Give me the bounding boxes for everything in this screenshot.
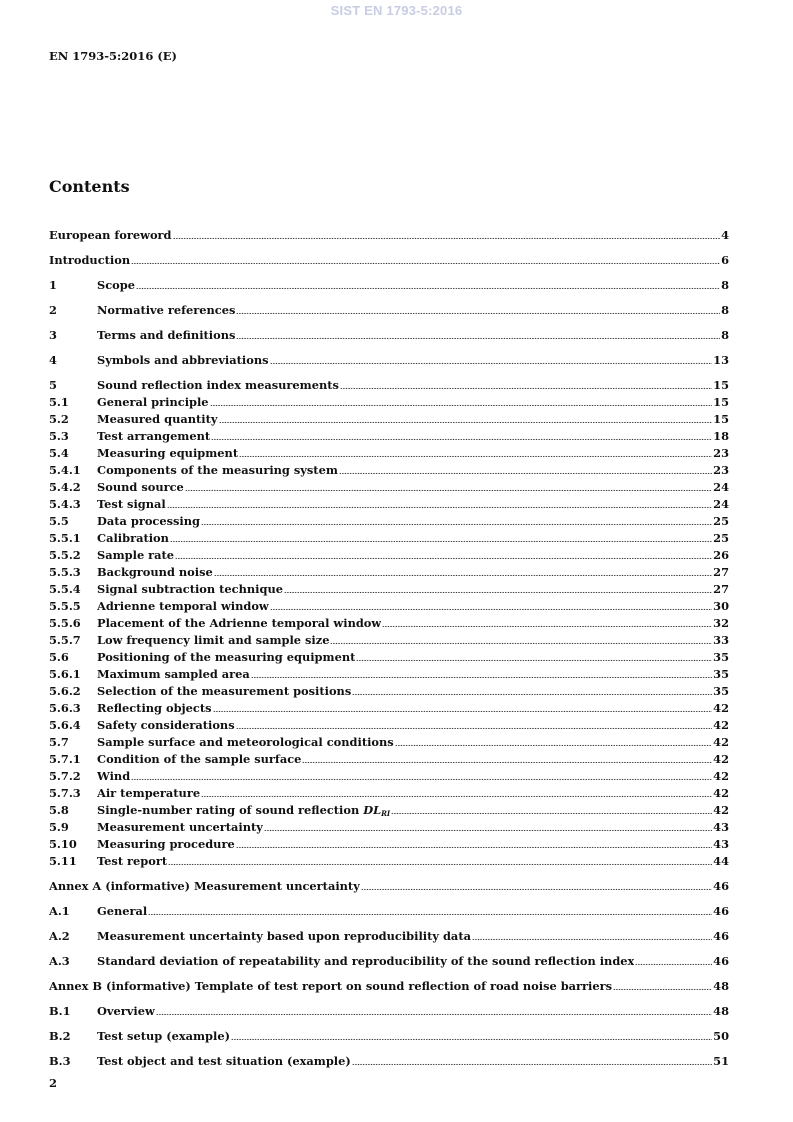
toc-entry[interactable] <box>49 428 729 444</box>
toc-dot-leader <box>211 430 712 440</box>
toc-entry-title: Measurement uncertainty <box>97 820 263 834</box>
toc-entry-page: 46 <box>713 904 729 918</box>
toc-entry-title: Condition of the sample surface <box>97 752 302 766</box>
toc-entry-title: Maximum sampled area <box>97 667 250 681</box>
toc-entry-title: General <box>97 904 148 918</box>
toc-entry[interactable] <box>49 1028 729 1044</box>
toc-entry-number: 5.5.6 <box>49 616 81 630</box>
toc-entry-title: Scope <box>97 278 135 292</box>
toc-dot-leader <box>136 279 720 289</box>
toc-entry[interactable] <box>49 394 729 410</box>
toc-entry-page: 42 <box>713 786 729 800</box>
toc-dot-leader <box>239 447 712 457</box>
toc-entry-page: 25 <box>713 531 729 545</box>
toc-entry-page: 43 <box>713 837 729 851</box>
toc-entry-number: 5.4.3 <box>49 497 81 511</box>
toc-dot-leader <box>173 229 721 239</box>
toc-dot-leader <box>185 481 712 491</box>
toc-entry-title: Background noise <box>97 565 213 579</box>
toc-entry-number: 5.5.3 <box>49 565 81 579</box>
toc-entry-page: 42 <box>713 718 729 732</box>
toc-entry-page: 24 <box>713 497 729 511</box>
toc-dot-leader <box>361 880 712 890</box>
toc-entry-page: 44 <box>713 854 729 868</box>
toc-entry-number: 5.6.3 <box>49 701 81 715</box>
toc-entry[interactable] <box>49 277 729 293</box>
toc-dot-leader <box>131 770 712 780</box>
toc-entry-number: 5.2 <box>49 412 69 426</box>
toc-entry-page: 48 <box>713 1004 729 1018</box>
toc-dot-leader <box>213 702 713 712</box>
toc-entry[interactable] <box>49 819 729 835</box>
toc-entry-title: Symbols and abbreviations <box>97 353 269 367</box>
toc-entry-page: 50 <box>713 1029 729 1043</box>
toc-entry-page: 32 <box>713 616 729 630</box>
toc-entry-number: 5.5.2 <box>49 548 81 562</box>
toc-entry[interactable] <box>49 751 729 767</box>
toc-entry[interactable] <box>49 564 729 580</box>
toc-entry-title: Standard deviation of repeatability and reproducibility of the sound reflection index <box>97 954 635 968</box>
toc-entry-title: Test setup (example) <box>97 1029 230 1043</box>
toc-entry[interactable] <box>49 878 729 894</box>
toc-dot-leader <box>264 821 712 831</box>
toc-entry[interactable] <box>49 547 729 563</box>
toc-entry-title: Low frequency limit and sample size <box>97 633 330 647</box>
toc-dot-leader <box>236 304 720 314</box>
toc-dot-leader <box>352 685 712 695</box>
toc-entry-number: 5.11 <box>49 854 77 868</box>
toc-dot-leader <box>210 396 713 406</box>
toc-entry-number: 5.6.1 <box>49 667 81 681</box>
toc-entry[interactable] <box>49 462 729 478</box>
toc-entry[interactable] <box>49 352 729 368</box>
toc-entry-number: 5.6.4 <box>49 718 81 732</box>
toc-entry-title: Sample rate <box>97 548 175 562</box>
toc-entry-title: Sound source <box>97 480 184 494</box>
toc-entry-number: 5.4.1 <box>49 463 81 477</box>
toc-dot-leader <box>201 515 712 525</box>
toc-entry-number: 2 <box>49 303 57 317</box>
toc-entry-number: 5.5 <box>49 514 69 528</box>
toc-entry[interactable] <box>49 649 729 665</box>
toc-dot-leader <box>284 583 712 593</box>
toc-entry-page: 42 <box>713 735 729 749</box>
toc-entry-number: A.1 <box>49 904 70 918</box>
toc-entry-page: 43 <box>713 820 729 834</box>
document-id: EN 1793-5:2016 (E) <box>49 49 177 63</box>
toc-dot-leader <box>339 464 712 474</box>
toc-entry-title: Test report <box>97 854 168 868</box>
toc-entry-page: 15 <box>713 378 729 392</box>
toc-entry-page: 6 <box>721 253 729 267</box>
toc-entry-page: 35 <box>713 650 729 664</box>
toc-entry-title: Measuring procedure <box>97 837 235 851</box>
toc-entry-title: Sound reflection index measurements <box>97 378 339 392</box>
toc-entry-number: 5.10 <box>49 837 77 851</box>
toc-dot-leader <box>236 329 720 339</box>
toc-entry-number: 5.5.5 <box>49 599 81 613</box>
toc-entry-number: B.3 <box>49 1054 71 1068</box>
toc-entry[interactable] <box>49 978 729 994</box>
toc-entry-number: 5.8 <box>49 803 69 817</box>
toc-entry[interactable] <box>49 496 729 512</box>
toc-entry-title: Terms and definitions <box>97 328 236 342</box>
toc-dot-leader <box>635 955 712 965</box>
toc-entry-title: General principle <box>97 395 209 409</box>
toc-dot-leader <box>472 930 712 940</box>
toc-entry-title: Safety considerations <box>97 718 235 732</box>
toc-entry-title: Placement of the Adrienne temporal window <box>97 616 382 630</box>
toc-entry-number: 5.5.4 <box>49 582 81 596</box>
toc-entry-number: B.2 <box>49 1029 71 1043</box>
toc-entry-page: 27 <box>713 582 729 596</box>
toc-entry[interactable] <box>49 953 729 969</box>
toc-entry[interactable] <box>49 615 729 631</box>
toc-entry[interactable] <box>49 513 729 529</box>
toc-dot-leader <box>270 600 712 610</box>
toc-entry[interactable] <box>49 666 729 682</box>
toc-entry-title: Sample surface and meteorological conditions <box>97 735 394 749</box>
toc-entry[interactable] <box>49 734 729 750</box>
toc-entry-title: Signal subtraction technique <box>97 582 283 596</box>
toc-dot-leader <box>170 532 712 542</box>
toc-dot-leader <box>231 1030 712 1040</box>
toc-entry-page: 8 <box>721 303 729 317</box>
toc-entry-page: 24 <box>713 480 729 494</box>
toc-entry-number: 5.7.1 <box>49 752 81 766</box>
toc-entry[interactable] <box>49 717 729 733</box>
toc-dot-leader <box>236 719 713 729</box>
toc-entry-page: 30 <box>713 599 729 613</box>
toc-dot-leader <box>251 668 712 678</box>
toc-entry-number: 5.7.3 <box>49 786 81 800</box>
toc-entry[interactable] <box>49 802 729 818</box>
toc-dot-leader <box>340 379 712 389</box>
toc-entry-title: Data processing <box>97 514 201 528</box>
toc-dot-leader <box>352 1055 712 1065</box>
toc-dot-leader <box>168 855 712 865</box>
toc-entry-page: 25 <box>713 514 729 528</box>
toc-entry-number: 5.7 <box>49 735 69 749</box>
toc-entry-page: 35 <box>713 684 729 698</box>
toc-entry-number: 1 <box>49 278 57 292</box>
toc-entry-title: Introduction <box>49 253 131 267</box>
toc-entry-page: 35 <box>713 667 729 681</box>
toc-entry-number: 5.5.7 <box>49 633 81 647</box>
toc-entry-page: 26 <box>713 548 729 562</box>
toc-entry-number: 5.9 <box>49 820 69 834</box>
toc-entry-symbol: DL <box>363 803 382 817</box>
toc-dot-leader <box>391 804 712 814</box>
toc-entry-title: Annex B (informative) Template of test report on sound reflection of road noise barriers <box>49 979 613 993</box>
toc-entry-number: 4 <box>49 353 57 367</box>
toc-entry-page: 42 <box>713 701 729 715</box>
toc-entry-title: Normative references <box>97 303 236 317</box>
toc-dot-leader <box>201 787 712 797</box>
toc-entry-title: Wind <box>97 769 131 783</box>
toc-entry-number: 3 <box>49 328 57 342</box>
toc-entry-page: 4 <box>721 228 729 242</box>
toc-entry-title: Selection of the measurement positions <box>97 684 352 698</box>
toc-entry-number: 5.6.2 <box>49 684 81 698</box>
toc-dot-leader <box>395 736 712 746</box>
toc-dot-leader <box>167 498 712 508</box>
toc-entry[interactable] <box>49 700 729 716</box>
toc-entry[interactable] <box>49 632 729 648</box>
toc-entry[interactable] <box>49 445 729 461</box>
toc-entry-number: 5.3 <box>49 429 69 443</box>
toc-entry-number: B.1 <box>49 1004 71 1018</box>
toc-entry-title: Single-number rating of sound reflection $DL_{RI}$ <box>97 803 391 818</box>
toc-entry-page: 13 <box>713 353 729 367</box>
toc-entry-title: Measurement uncertainty based upon reproducibility data <box>97 929 471 943</box>
toc-entry-title: Calibration <box>97 531 169 545</box>
toc-entry[interactable] <box>49 683 729 699</box>
toc-entry-page: 51 <box>713 1054 729 1068</box>
toc-entry[interactable] <box>49 479 729 495</box>
toc-entry-title: Measured quantity <box>97 412 218 426</box>
toc-entry-page: 23 <box>713 463 729 477</box>
toc-dot-leader <box>156 1005 712 1015</box>
watermark: SIST EN 1793-5:2016 <box>330 3 463 18</box>
toc-entry[interactable] <box>49 530 729 546</box>
toc-entry-page: 8 <box>721 328 729 342</box>
toc-dot-leader <box>330 634 712 644</box>
toc-dot-leader <box>236 838 712 848</box>
toc-entry-number: 5.4.2 <box>49 480 81 494</box>
toc-entry[interactable] <box>49 836 729 852</box>
toc-entry-number: A.3 <box>49 954 70 968</box>
toc-entry-title: Components of the measuring system <box>97 463 338 477</box>
toc-entry-number: 5.4 <box>49 446 69 460</box>
toc-dot-leader <box>214 566 712 576</box>
toc-entry-page: 27 <box>713 565 729 579</box>
toc-dot-leader <box>131 254 720 264</box>
contents-heading: Contents <box>49 177 130 196</box>
toc-entry[interactable] <box>49 1053 729 1069</box>
toc-entry-page: 42 <box>713 803 729 817</box>
toc-entry-title: Reflecting objects <box>97 701 212 715</box>
toc-entry[interactable] <box>49 327 729 343</box>
toc-dot-leader <box>613 980 712 990</box>
page-number: 2 <box>49 1076 58 1090</box>
toc-entry-title: Annex A (informative) Measurement uncertainty <box>49 879 360 893</box>
toc-entry-page: 46 <box>713 929 729 943</box>
toc-entry-number: 5.5.1 <box>49 531 81 545</box>
toc-dot-leader <box>270 354 713 364</box>
toc-entry-title: Test arrangement <box>97 429 211 443</box>
toc-dot-leader <box>148 905 712 915</box>
toc-entry[interactable] <box>49 411 729 427</box>
toc-entry-number: 5.6 <box>49 650 69 664</box>
toc-entry[interactable] <box>49 252 729 268</box>
toc-entry-title: Test signal <box>97 497 166 511</box>
toc-entry-title: Measuring equipment <box>97 446 239 460</box>
toc-entry-number: 5.1 <box>49 395 69 409</box>
toc-entry-number: 5.7.2 <box>49 769 81 783</box>
toc-entry[interactable] <box>49 1003 729 1019</box>
toc-dot-leader <box>356 651 712 661</box>
toc-entry-page: 46 <box>713 954 729 968</box>
toc-entry[interactable] <box>49 598 729 614</box>
toc-entry[interactable] <box>49 853 729 869</box>
toc-entry-number: A.2 <box>49 929 70 943</box>
toc-dot-leader <box>302 753 712 763</box>
toc-entry[interactable] <box>49 227 729 243</box>
toc-entry-page: 33 <box>713 633 729 647</box>
toc-entry-title: Air temperature <box>97 786 201 800</box>
toc-entry-title: Test object and test situation (example) <box>97 1054 351 1068</box>
toc-entry-page: 48 <box>713 979 729 993</box>
toc-entry-symbol-subscript: RI <box>381 809 391 818</box>
toc-entry[interactable] <box>49 928 729 944</box>
toc-entry-page: 46 <box>713 879 729 893</box>
toc-entry[interactable] <box>49 903 729 919</box>
toc-dot-leader <box>219 413 713 423</box>
toc-entry-page: 18 <box>713 429 729 443</box>
toc-entry-page: 42 <box>713 752 729 766</box>
toc-entry-number: 5 <box>49 378 57 392</box>
toc-entry[interactable] <box>49 785 729 801</box>
toc-entry-page: 42 <box>713 769 729 783</box>
toc-entry[interactable] <box>49 377 729 393</box>
toc-entry-title: Adrienne temporal window <box>97 599 269 613</box>
toc-entry[interactable] <box>49 768 729 784</box>
toc-entry-page: 15 <box>713 395 729 409</box>
toc-entry-page: 23 <box>713 446 729 460</box>
toc-entry-title: Overview <box>97 1004 155 1018</box>
toc-entry-page: 8 <box>721 278 729 292</box>
toc-entry[interactable] <box>49 581 729 597</box>
toc-entry-title: Positioning of the measuring equipment <box>97 650 356 664</box>
toc-dot-leader <box>382 617 712 627</box>
toc-entry-page: 15 <box>713 412 729 426</box>
toc-dot-leader <box>175 549 712 559</box>
toc-entry-title: European foreword <box>49 228 172 242</box>
toc-entry[interactable] <box>49 302 729 318</box>
